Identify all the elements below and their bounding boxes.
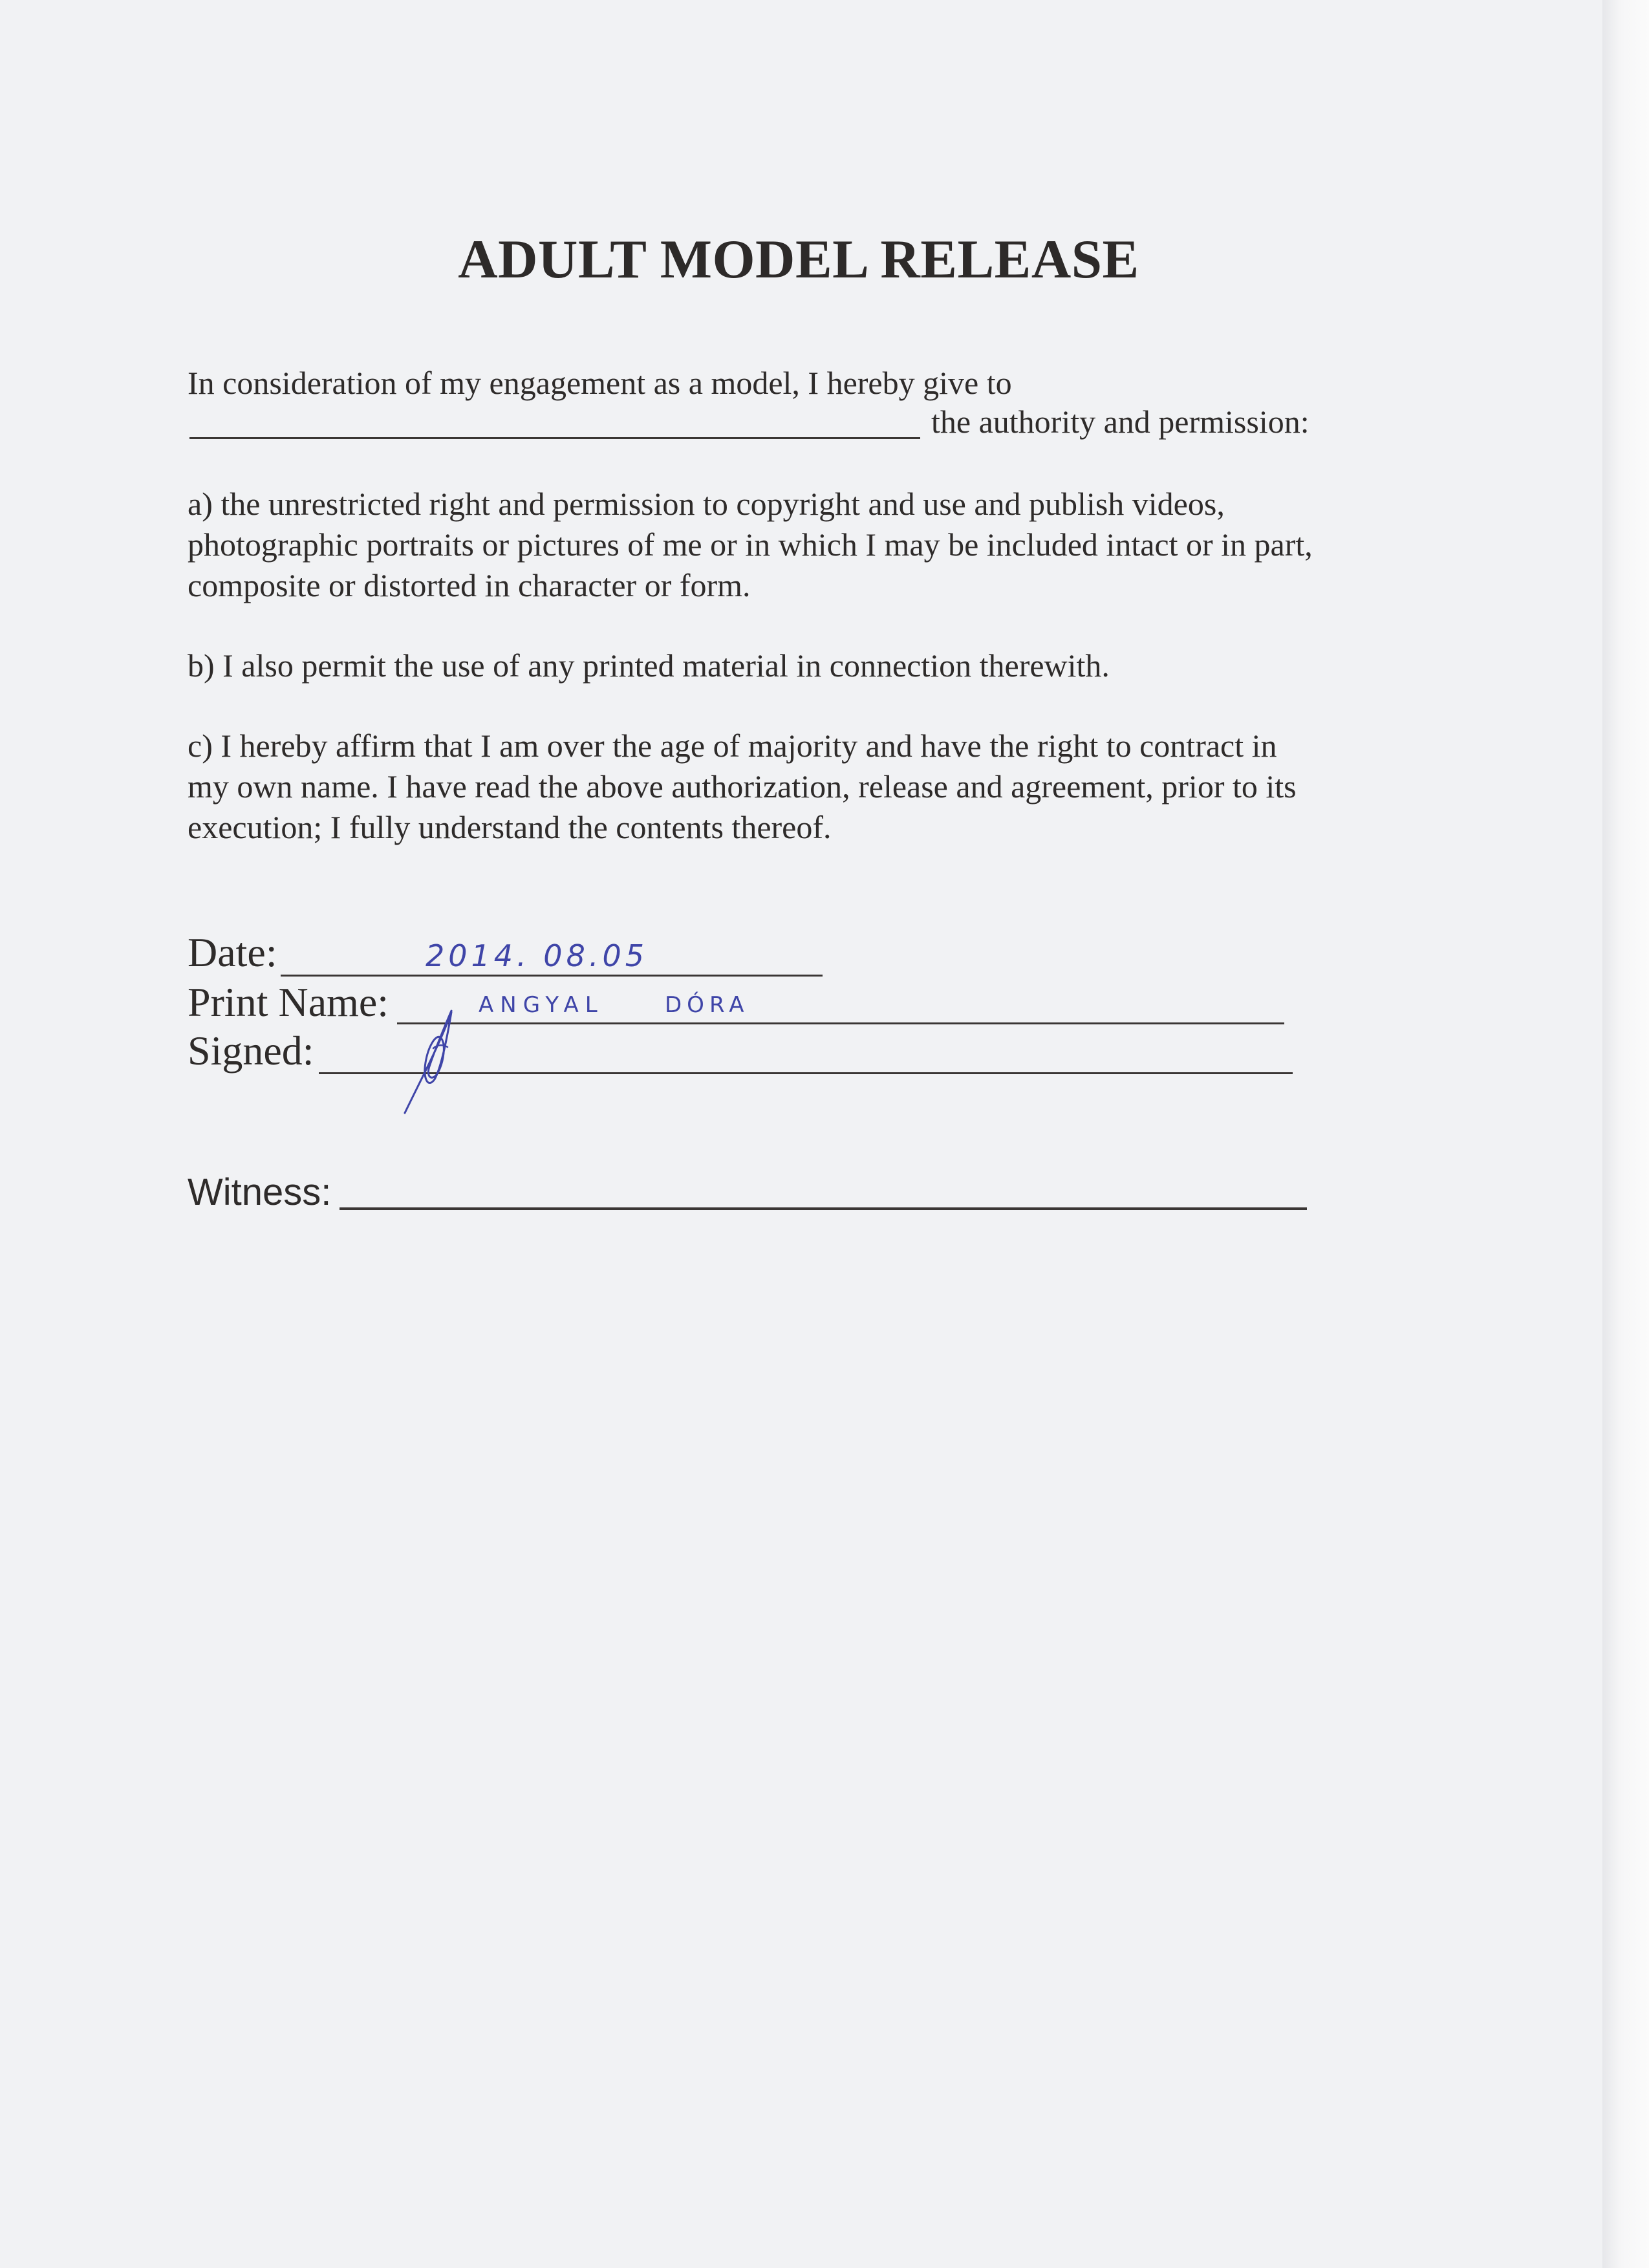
paper-edge [1602, 0, 1649, 2268]
document-title: ADULT MODEL RELEASE [458, 229, 1139, 290]
clause-c-line-1: c) I hereby affirm that I am over the age of majority and have the right to contract in [188, 728, 1277, 764]
intro-line-1: In consideration of my engagement as a model, I hereby give to [188, 365, 1012, 401]
print-name-first: ANGYAL [479, 992, 604, 1018]
signed-label: Signed: [188, 1028, 314, 1074]
date-label: Date: [188, 929, 277, 975]
date-value: 2014. 08.05 [426, 938, 648, 973]
print-name-last: DÓRA [665, 992, 749, 1018]
clause-c-line-3: execution; I fully understand the contents thereof. [188, 809, 832, 845]
print-name-label: Print Name: [188, 979, 389, 1025]
witness-label: Witness: [188, 1171, 332, 1213]
witness-blank-line [339, 1207, 1307, 1210]
clause-b: b) I also permit the use of any printed material in connection therewith. [188, 647, 1110, 684]
clause-c-line-2: my own name. I have read the above authorization, release and agreement, prior to its [188, 768, 1297, 805]
clause-a-line-2: photographic portraits or pictures of me or in which I may be included intact or in part, [188, 526, 1313, 563]
clause-a-line-3: composite or distorted in character or form. [188, 567, 751, 603]
clause-a-line-1: a) the unrestricted right and permission to copyright and use and publish videos, [188, 486, 1225, 522]
intro-line-2: the authority and permission: [931, 404, 1310, 440]
grantee-blank-line [189, 437, 920, 439]
signature-mark [388, 999, 479, 1122]
print-name-blank-line [397, 1022, 1284, 1024]
date-blank-line [281, 975, 823, 977]
